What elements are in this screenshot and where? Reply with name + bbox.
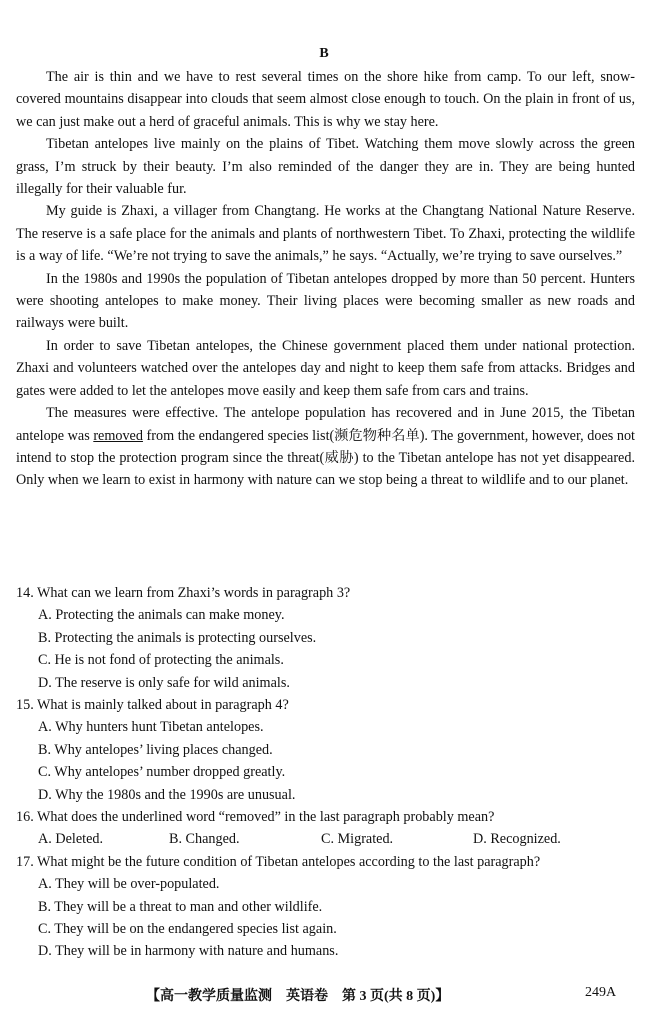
- paragraph-6-after: from the endangered species list(濒危物种名单). The government, however, does not intend to stop the protection program since the threat(威胁) to the Tibetan antelope has not yet disappeared. Only when we learn to exist in harmony with nature can we stop being a threat to wildlife and to our planet.: [16, 427, 635, 489]
- question-17: [16, 851, 635, 963]
- passage-paragraph-3: My guide is Zhaxi, a villager from Changtang. He works at the Changtang National Nature Reserve. The reserve is a safe place for the animals and plants of northwestern Tibet. To Zhaxi, protecting the wildlife is a way of life. “We’re not trying to save the animals,” he says. “Actually, we’re trying to save ourselves.”: [16, 203, 635, 265]
- question-stem: 17. What might be the future condition of Tibetan antelopes according to the last paragraph?: [16, 853, 541, 870]
- option-a: A. Protecting the animals can make money.: [38, 607, 285, 624]
- passage-paragraph-2: Tibetan antelopes live mainly on the plains of Tibet. Watching them move slowly across the green grass, I’m struck by their beauty. I’m also reminded of the danger they are in. They are being hunted illegally for their valuable fur.: [16, 136, 635, 198]
- reading-passage: [16, 66, 635, 492]
- passage-paragraph-4: In the 1980s and 1990s the population of Tibetan antelopes dropped by more than 50 percent. Hunters were shooting antelopes to make money. Their living places were becoming smaller as new roads and railways were built.: [16, 270, 635, 332]
- option-a: A. Why hunters hunt Tibetan antelopes.: [38, 719, 264, 736]
- section-title: B: [319, 46, 329, 61]
- underlined-word: removed: [93, 427, 143, 444]
- option-a: A. Deleted.: [38, 831, 104, 848]
- passage-paragraph-5: In order to save Tibetan antelopes, the Chinese government placed them under national protection. Zhaxi and volunteers watched over the antelopes day and night to keep them safe from attacks. Bridges and gates were added to let the antelopes move easily and keep them safe from cars and trains.: [16, 337, 635, 399]
- option-b: B. They will be a threat to man and other wildlife.: [38, 898, 323, 915]
- option-b: B. Changed.: [169, 831, 240, 848]
- option-d: D. The reserve is only safe for wild animals.: [38, 674, 290, 691]
- option-a: A. They will be over-populated.: [38, 876, 220, 893]
- question-14: [16, 582, 635, 694]
- question-stem: 14. What can we learn from Zhaxi’s words in paragraph 3?: [16, 585, 351, 601]
- option-b: B. Why antelopes’ living places changed.: [38, 741, 273, 758]
- option-d: D. They will be in harmony with nature and humans.: [38, 943, 339, 960]
- footer-code: 249A: [585, 985, 617, 1000]
- option-d: D. Recognized.: [473, 831, 561, 848]
- question-list: [16, 582, 635, 963]
- question-stem: 15. What is mainly talked about in paragraph 4?: [16, 697, 289, 714]
- option-b: B. Protecting the animals is protecting ourselves.: [38, 629, 317, 646]
- passage-paragraph-1: The air is thin and we have to rest several times on the shore hike from camp. To our left, snow-covered mountains disappear into clouds that seem almost close enough to touch. On the plain in front of us, we can just make out a herd of graceful animals. This is why we stay here.: [16, 69, 635, 130]
- paragraph-6-before: The measures were effective. The antelope population has recovered and in June 2015, the Tibetan antelope was: [16, 405, 635, 444]
- question-15: [16, 694, 635, 806]
- passage-paragraph-6: [16, 402, 635, 492]
- option-c: C. Migrated.: [321, 831, 394, 848]
- option-c: C. They will be on the endangered species list again.: [38, 921, 337, 938]
- option-row: [38, 828, 635, 850]
- option-c: C. Why antelopes’ number dropped greatly.: [38, 764, 286, 781]
- option-c: C. He is not fond of protecting the animals.: [38, 652, 284, 669]
- option-d: D. Why the 1980s and the 1990s are unusual.: [38, 786, 296, 803]
- footer-title: 【高一教学质量监测 英语卷 第 3 页(共 8 页)】: [146, 989, 450, 1004]
- question-16: [16, 806, 635, 851]
- question-stem: 16. What does the underlined word “removed” in the last paragraph probably mean?: [16, 809, 495, 826]
